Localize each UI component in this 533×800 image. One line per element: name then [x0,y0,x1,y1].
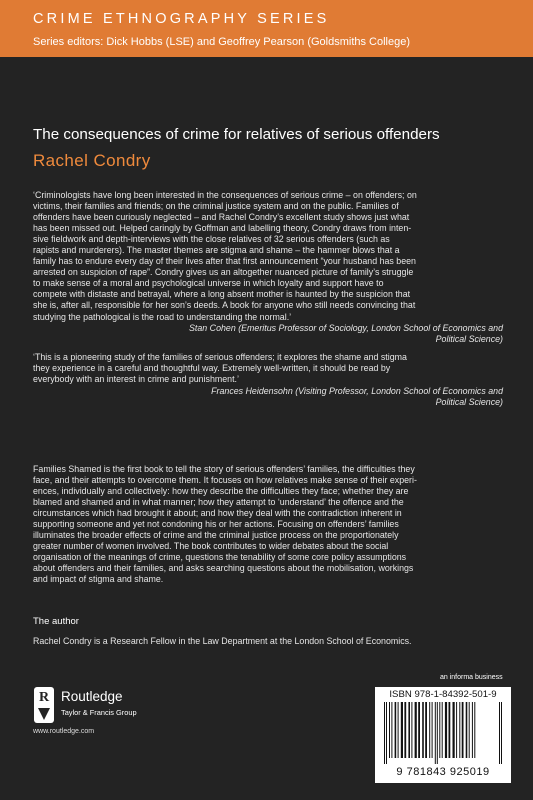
description-line: supporting someone and yet not condoning his or her actions. Focusing on offenders’ families [33,519,399,530]
review-line: they experience in a careful and thoughtful way. Extremely well-written, it should be read by [33,363,391,374]
attribution-line: Frances Heidensohn (Visiting Professor, London School of Economics and [211,386,503,396]
series-editors: Series editors: Dick Hobbs (LSE) and Geoffrey Pearson (Goldsmiths College) [33,36,411,48]
isbn-text: ISBN 978-1-84392-501-9 [389,689,497,700]
barcode-bar [462,702,464,758]
barcode-bar [449,702,451,758]
barcode-bar [437,702,438,764]
review-line: everybody with an interest in crime and punishment.’ [33,374,239,385]
description-line: Families Shamed is the first book to tell the story of serious offenders’ families, the difficulties they [33,464,415,474]
barcode-bar [404,702,406,758]
barcode-bar [472,702,473,758]
review-line: offenders have been curiously neglected – and Rachel Condry’s excellent study shows just what [33,212,410,223]
review-cohen-attribution [33,323,503,345]
barcode-bar [439,702,440,758]
description-line: ences, individually and collectively: how they describe the difficulties they face; whether they are [33,486,409,497]
barcode-bar [435,702,436,764]
review-line: to make sense of a moral and psychological universe in which loyalty and support have to [33,278,384,289]
publisher-block [33,686,183,726]
author-name: Rachel Condry [33,151,151,170]
description-line: blamed and shamed and in what manner; how they attempt to ‘understand’ the offence and the [33,497,404,508]
review-line: arrested on suspicion of rape”. Condry gives us an altogether nuanced picture of family’s struggle [33,267,414,278]
review-line: studying the pathological is the road to understanding the normal.’ [33,311,292,322]
description-line: greater number of women involved. The book contributes to wider debates about the social [33,541,389,552]
barcode-bar [456,702,457,758]
barcode-bar [499,702,500,764]
barcode-bar [401,702,403,758]
review-line: victims, their families and friends; on the criminal justice system and on the public. Families of [33,201,399,212]
barcode-bar [453,702,455,758]
description-line: face, and their attempts to overcome them. It focuses on how relatives make sense of their experi- [33,475,417,486]
barcode-bar [408,702,410,758]
barcode-bar [411,702,412,758]
routledge-logo-icon [33,686,55,724]
barcode-digits: 9 781843 925019 [396,766,490,778]
review-line: ‘Criminologists have long been interested in the consequences of serious crime – on offenders; on [33,190,417,200]
barcode-bar [418,702,420,758]
attribution-line: Stan Cohen (Emeritus Professor of Sociology, London School of Economics and [189,323,503,333]
barcode-bar [466,702,468,758]
author-bio: Rachel Condry is a Research Fellow in the Law Department at the London School of Economics. [33,636,412,646]
review-heidensohn [33,352,511,385]
barcode-bar [469,702,470,758]
review-line: compete with distaste and betrayal, where a long absent mother is haunted by the suspicion that [33,289,411,300]
book-subtitle: The consequences of crime for relatives of serious offenders [33,126,440,143]
review-line: rapists and murderers). The master themes are stigma and shame – the hammer blows that a [33,245,400,256]
review-line: ‘This is a pioneering study of the families of serious offenders; it explores the shame and stigma [33,352,407,362]
barcode-bar [474,702,475,758]
barcode-graphic [381,702,505,764]
barcode-bar [384,702,385,764]
description-line: circumstances which had brought it about; and how they deal with the contradiction inherent in [33,508,402,519]
publisher-url: www.routledge.com [33,728,95,735]
series-title: CRIME ETHNOGRAPHY SERIES [33,11,330,27]
attribution-line: Political Science) [435,397,503,408]
review-heidensohn-attribution [33,386,503,408]
description-line: about offenders and their families, and asks searching questions about the mobilisation, workings [33,563,414,574]
attribution-line: Political Science) [435,334,503,345]
barcode-bar [429,702,430,758]
barcode-bar [395,702,397,758]
barcode-box [375,687,511,783]
barcode-bar [386,702,387,764]
barcode-bar [398,702,399,758]
barcode-bar [425,702,427,758]
barcode-bar [445,702,447,758]
book-description [33,464,511,586]
informa-tagline: an informa business [440,674,503,681]
barcode-bar [442,702,443,758]
barcode-bar [422,702,424,758]
publisher-name: Routledge [61,689,123,704]
description-line: illuminates the broader effects of crime and the criminal justice process on the proportionately [33,530,399,541]
barcode-bar [391,702,392,758]
review-line: sive fieldwork and depth-interviews with the close relatives of 32 serious offenders (such as [33,234,390,245]
review-line: has been missed out. Helped caringly by Goffman and labelling theory, Condry draws from inten- [33,223,412,234]
series-header-band [0,0,533,57]
publisher-group: Taylor & Francis Group [61,708,137,717]
author-section-heading: The author [33,616,79,627]
barcode-bar [432,702,433,758]
barcode-bar [459,702,460,758]
svg-text:R: R [38,690,50,705]
barcode-bar [501,702,502,764]
barcode-bar [389,702,390,758]
description-line: and impact of stigma and shame. [33,574,164,585]
barcode-bar [415,702,417,758]
review-line: she is, after all, responsible for her son’s deeds. A book for anyone who still needs convincing that [33,300,416,311]
review-cohen [33,190,511,323]
description-line: organisation of the meanings of crime, questions the tenability of some core policy assumptions [33,552,407,563]
review-line: family has to endure every day of their lives after that first announcement “your husband has been [33,256,416,267]
